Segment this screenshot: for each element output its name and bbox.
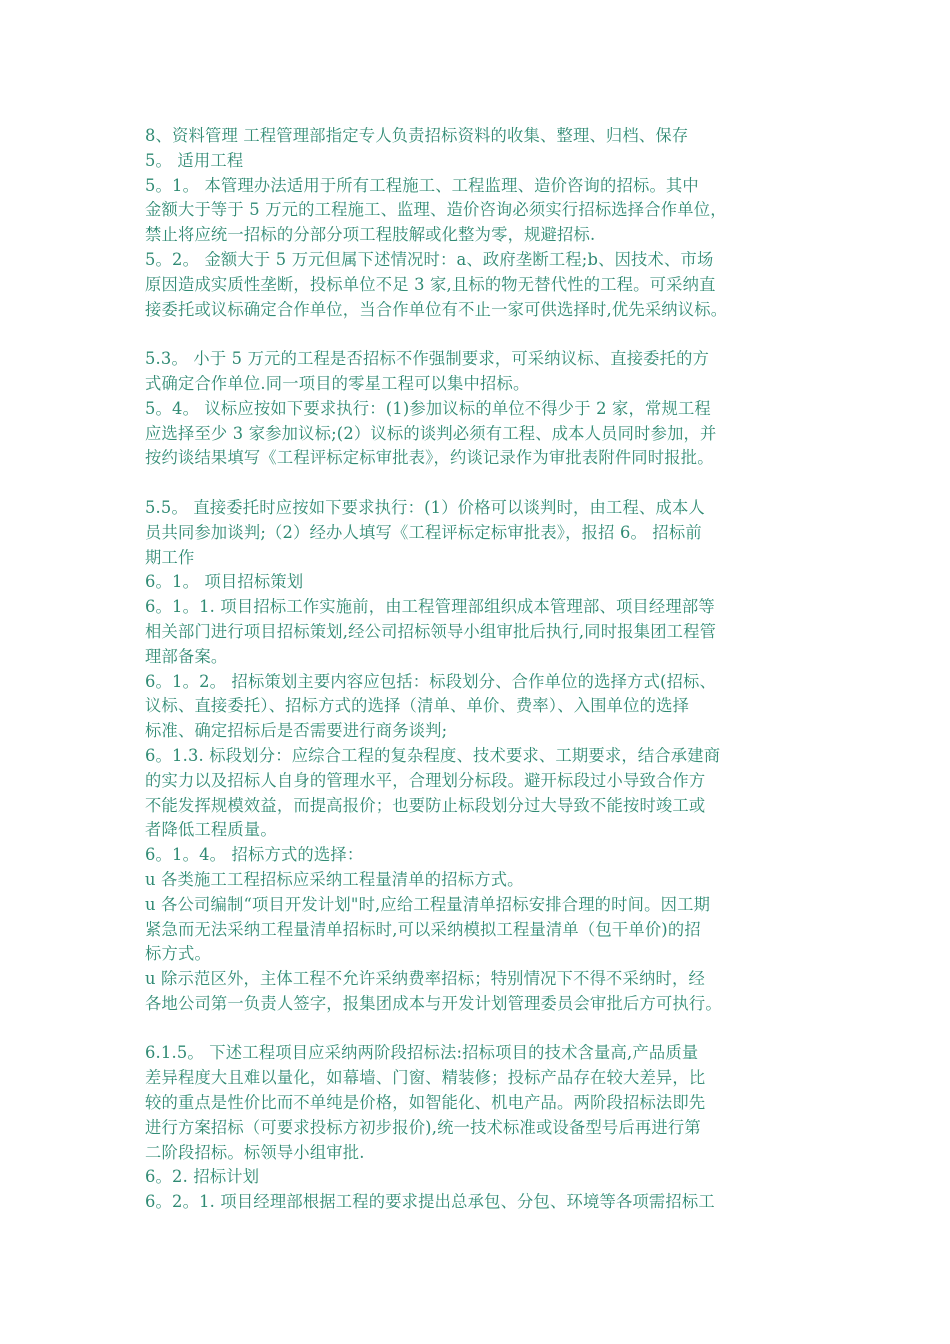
text-line: 5.5。 直接委托时应按如下要求执行：(1）价格可以谈判时，由工程、成本人	[145, 497, 705, 517]
text-line: 6。1。4。 招标方式的选择：	[145, 845, 364, 865]
text-line: 相关部门进行项目招标策划,经公司招标领导小组审批后执行,同时报集团工程管	[145, 621, 717, 641]
text-line: 禁止将应统一招标的分部分项工程肢解或化整为零，规避招标.	[145, 225, 596, 245]
text-line: 者降低工程质量。	[145, 820, 277, 840]
text-line: u 各公司编制“项目开发计划"时,应给工程量清单招标安排合理的时间。因工期	[145, 894, 711, 914]
text-line: u 各类施工工程招标应采纳工程量清单的招标方式。	[145, 869, 524, 889]
text-line: 5.3。 小于 5 万元的工程是否招标不作强制要求，可采纳议标、直接委托的方	[145, 349, 710, 369]
text-line: 6。2. 招标计划	[145, 1167, 260, 1187]
text-line: 标方式。	[145, 944, 211, 964]
document-page	[145, 124, 825, 1215]
text-line: 期工作	[145, 547, 195, 567]
blank-line	[145, 322, 825, 347]
text-line: u 除示范区外，主体工程不允许采纳费率招标；特别情况下不得不采纳时，经	[145, 969, 705, 989]
text-line: 二阶段招标。标领导小组审批.	[145, 1142, 365, 1162]
text-line: 按约谈结果填写《工程评标定标审批表》，约谈记录作为审批表附件同时报批。	[145, 448, 714, 468]
text-line: 5。1。 本管理办法适用于所有工程施工、工程监理、造价咨询的招标。其中	[145, 175, 699, 195]
text-line: 应选择至少 3 家参加议标;(2）议标的谈判必须有工程、成本人员同时参加，并	[145, 423, 717, 443]
text-line: 进行方案招标（可要求投标方初步报价),统一技术标准或设备型号后再进行第	[145, 1117, 701, 1137]
text-line: 5。2。 金额大于 5 万元但属下述情况时：a、政府垄断工程;b、因技术、市场	[145, 249, 714, 269]
text-line: 议标、直接委托）、招标方式的选择（清单、单价、费率）、入围单位的选择	[145, 696, 690, 716]
text-line: 6。1。2。 招标策划主要内容应包括：标段划分、合作单位的选择方式(招标、	[145, 671, 717, 691]
text-line: 8、资料管理 工程管理部指定专人负责招标资料的收集、整理、归档、保存	[145, 126, 689, 145]
text-line: 的实力以及招标人自身的管理水平，合理划分标段。避开标段过小导致合作方	[145, 770, 706, 790]
text-line: 6。1。 项目招标策划	[145, 572, 304, 592]
text-line: 5。4。 议标应按如下要求执行：(1)参加议标的单位不得少于 2 家，常规工程	[145, 398, 711, 418]
text-line: 金额大于等于 5 万元的工程施工、监理、造价咨询必须实行招标选择合作单位，	[145, 200, 727, 220]
text-line: 6。1.3. 标段划分：应综合工程的复杂程度、技术要求、工期要求，结合承建商	[145, 745, 721, 765]
text-line: 式确定合作单位.同一项目的零星工程可以集中招标。	[145, 373, 530, 393]
text-line: 6。2。1. 项目经理部根据工程的要求提出总承包、分包、环境等各项需招标工	[145, 1192, 715, 1212]
blank-line	[145, 471, 825, 496]
text-line: 各地公司第一负责人签字，报集团成本与开发计划管理委员会审批后方可执行。	[145, 993, 722, 1013]
text-line: 较的重点是性价比而不单纯是价格，如智能化、机电产品。两阶段招标法即先	[145, 1093, 706, 1113]
text-line: 5。 适用工程	[145, 150, 244, 170]
text-line: 6。1。1. 项目招标工作实施前，由工程管理部组织成本管理部、项目经理部等	[145, 597, 715, 617]
text-line: 不能发挥规模效益，而提高报价；也要防止标段划分过大导致不能按时竣工或	[145, 795, 706, 815]
text-line: 差异程度大且难以量化，如幕墙、门窗、精装修；投标产品存在较大差异，比	[145, 1068, 706, 1088]
text-line: 员共同参加谈判;（2）经办人填写《工程评标定标审批表》，报招 6。 招标前	[145, 522, 702, 542]
text-line: 紧急而无法采纳工程量清单招标时,可以采纳模拟工程量清单（包干单价)的招	[145, 919, 701, 939]
text-line: 接委托或议标确定合作单位，当合作单位有不止一家可供选择时,优先采纳议标。	[145, 299, 728, 319]
text-line: 标准、确定招标后是否需要进行商务谈判;	[145, 721, 448, 741]
text-line: 6.1.5。 下述工程项目应采纳两阶段招标法:招标项目的技术含量高,产品质量	[145, 1043, 699, 1063]
blank-line	[145, 1017, 825, 1042]
text-line: 理部备案。	[145, 646, 228, 666]
text-line: 原因造成实质性垄断，投标单位不足 3 家,且标的物无替代性的工程。可采纳直	[145, 274, 716, 294]
